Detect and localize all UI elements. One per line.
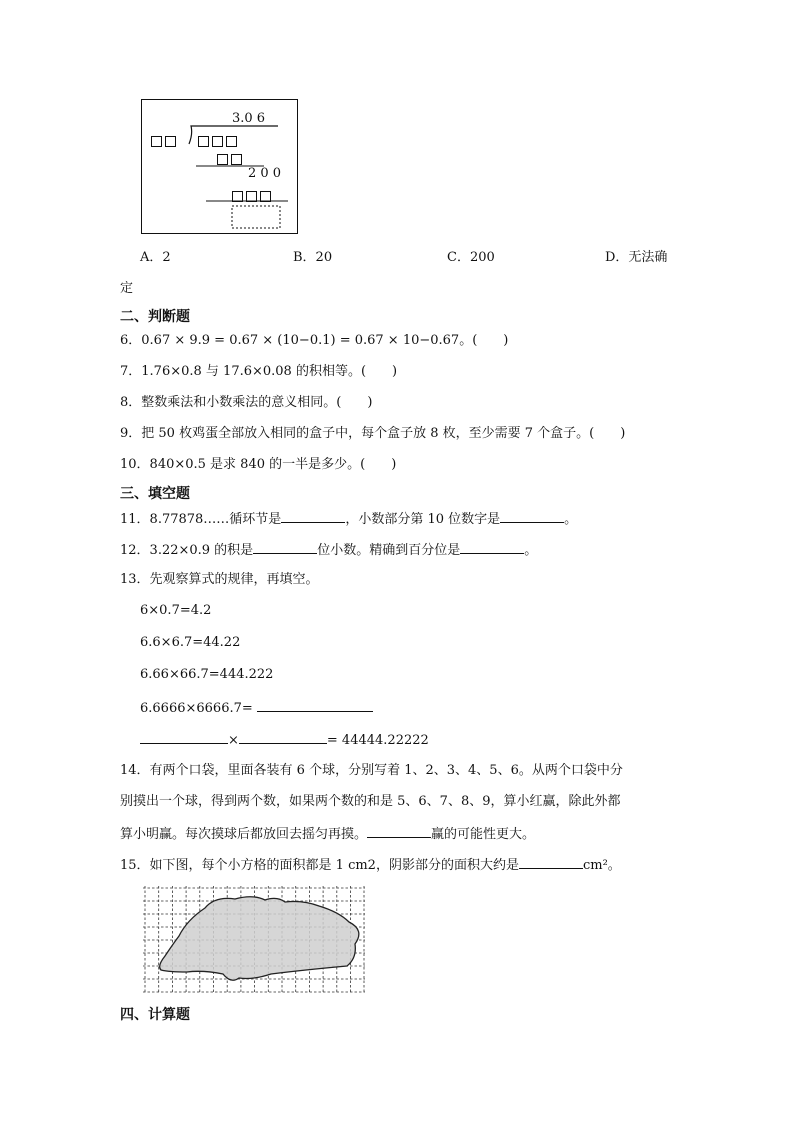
question-15: 15．如下图，每个小方格的面积都是 1 cm2，阴影部分的面积大约是 cm²。 (120, 858, 621, 873)
pattern-line-3: 6.66×66.7=444.222 (140, 667, 274, 682)
question-10: 10．840×0.5 是求 840 的一半是多少。( ) (120, 457, 397, 472)
divisor-boxes (151, 131, 179, 150)
choice-d-continued: 定 (120, 281, 134, 296)
section-title-judgement: 二、判断题 (120, 309, 190, 325)
area-grid-figure (143, 886, 367, 994)
pattern-line-1: 6×0.7=4.2 (140, 603, 212, 618)
dividend-boxes (198, 131, 240, 150)
question-14-line-1: 14．有两个口袋，里面各装有 6 个球，分别写着 1、2、3、4、5、6。从两个口袋中分 (120, 763, 623, 778)
answer-blank[interactable] (239, 731, 327, 744)
answer-blank[interactable] (281, 510, 345, 523)
question-8: 8．整数乘法和小数乘法的意义相同。( ) (120, 395, 373, 410)
section-title-fill-blank: 三、填空题 (120, 486, 190, 502)
question-11: 11．8.77878……循环节是 ，小数部分第 10 位数字是 。 (120, 512, 578, 527)
division-quotient: 3.0 6 (232, 111, 266, 126)
question-13: 13．先观察算式的规律，再填空。 (120, 572, 319, 587)
shaded-region (160, 897, 359, 981)
choice-b: B．20 (293, 250, 333, 265)
division-line-2 (206, 199, 290, 231)
question-9: 9．把 50 枚鸡蛋全部放入相同的盒子中，每个盒子放 8 枚，至少需要 7 个盒子。( ) (120, 426, 626, 441)
pattern-line-4: 6.6666×6666.7= (140, 699, 373, 717)
answer-blank[interactable] (367, 825, 431, 838)
choice-d: D．无法确 (605, 250, 668, 265)
answer-blank[interactable] (140, 731, 228, 744)
section-title-calculation: 四、计算题 (120, 1007, 190, 1023)
choice-c: C．200 (447, 250, 495, 265)
answer-blank[interactable] (253, 541, 317, 554)
pattern-line-5: × = 44444.22222 (140, 731, 429, 749)
question-7: 7．1.76×0.8 与 17.6×0.08 的积相等。( ) (120, 364, 398, 379)
question-14-line-3: 算小明赢。每次摸球后都放回去摇匀再摸。 赢的可能性更大。 (120, 827, 536, 842)
answer-blank[interactable] (519, 856, 583, 869)
pattern-line-2: 6.6×6.7=44.22 (140, 635, 241, 650)
choice-a: A．2 (140, 250, 171, 265)
answer-blank[interactable] (500, 510, 564, 523)
question-12: 12．3.22×0.9 的积是 位小数。精确到百分位是 。 (120, 543, 538, 558)
question-6: 6．0.67 × 9.9 = 0.67 × (10−0.1) = 0.67 × 10−0.67。( ) (120, 333, 509, 348)
division-remainder: 2 0 0 (248, 166, 282, 181)
question-14-line-2: 别摸出一个球，得到两个数，如果两个数的和是 5、6、7、8、9，算小红赢，除此外都 (120, 794, 621, 809)
answer-blank[interactable] (460, 541, 524, 554)
answer-blank[interactable] (257, 699, 373, 712)
